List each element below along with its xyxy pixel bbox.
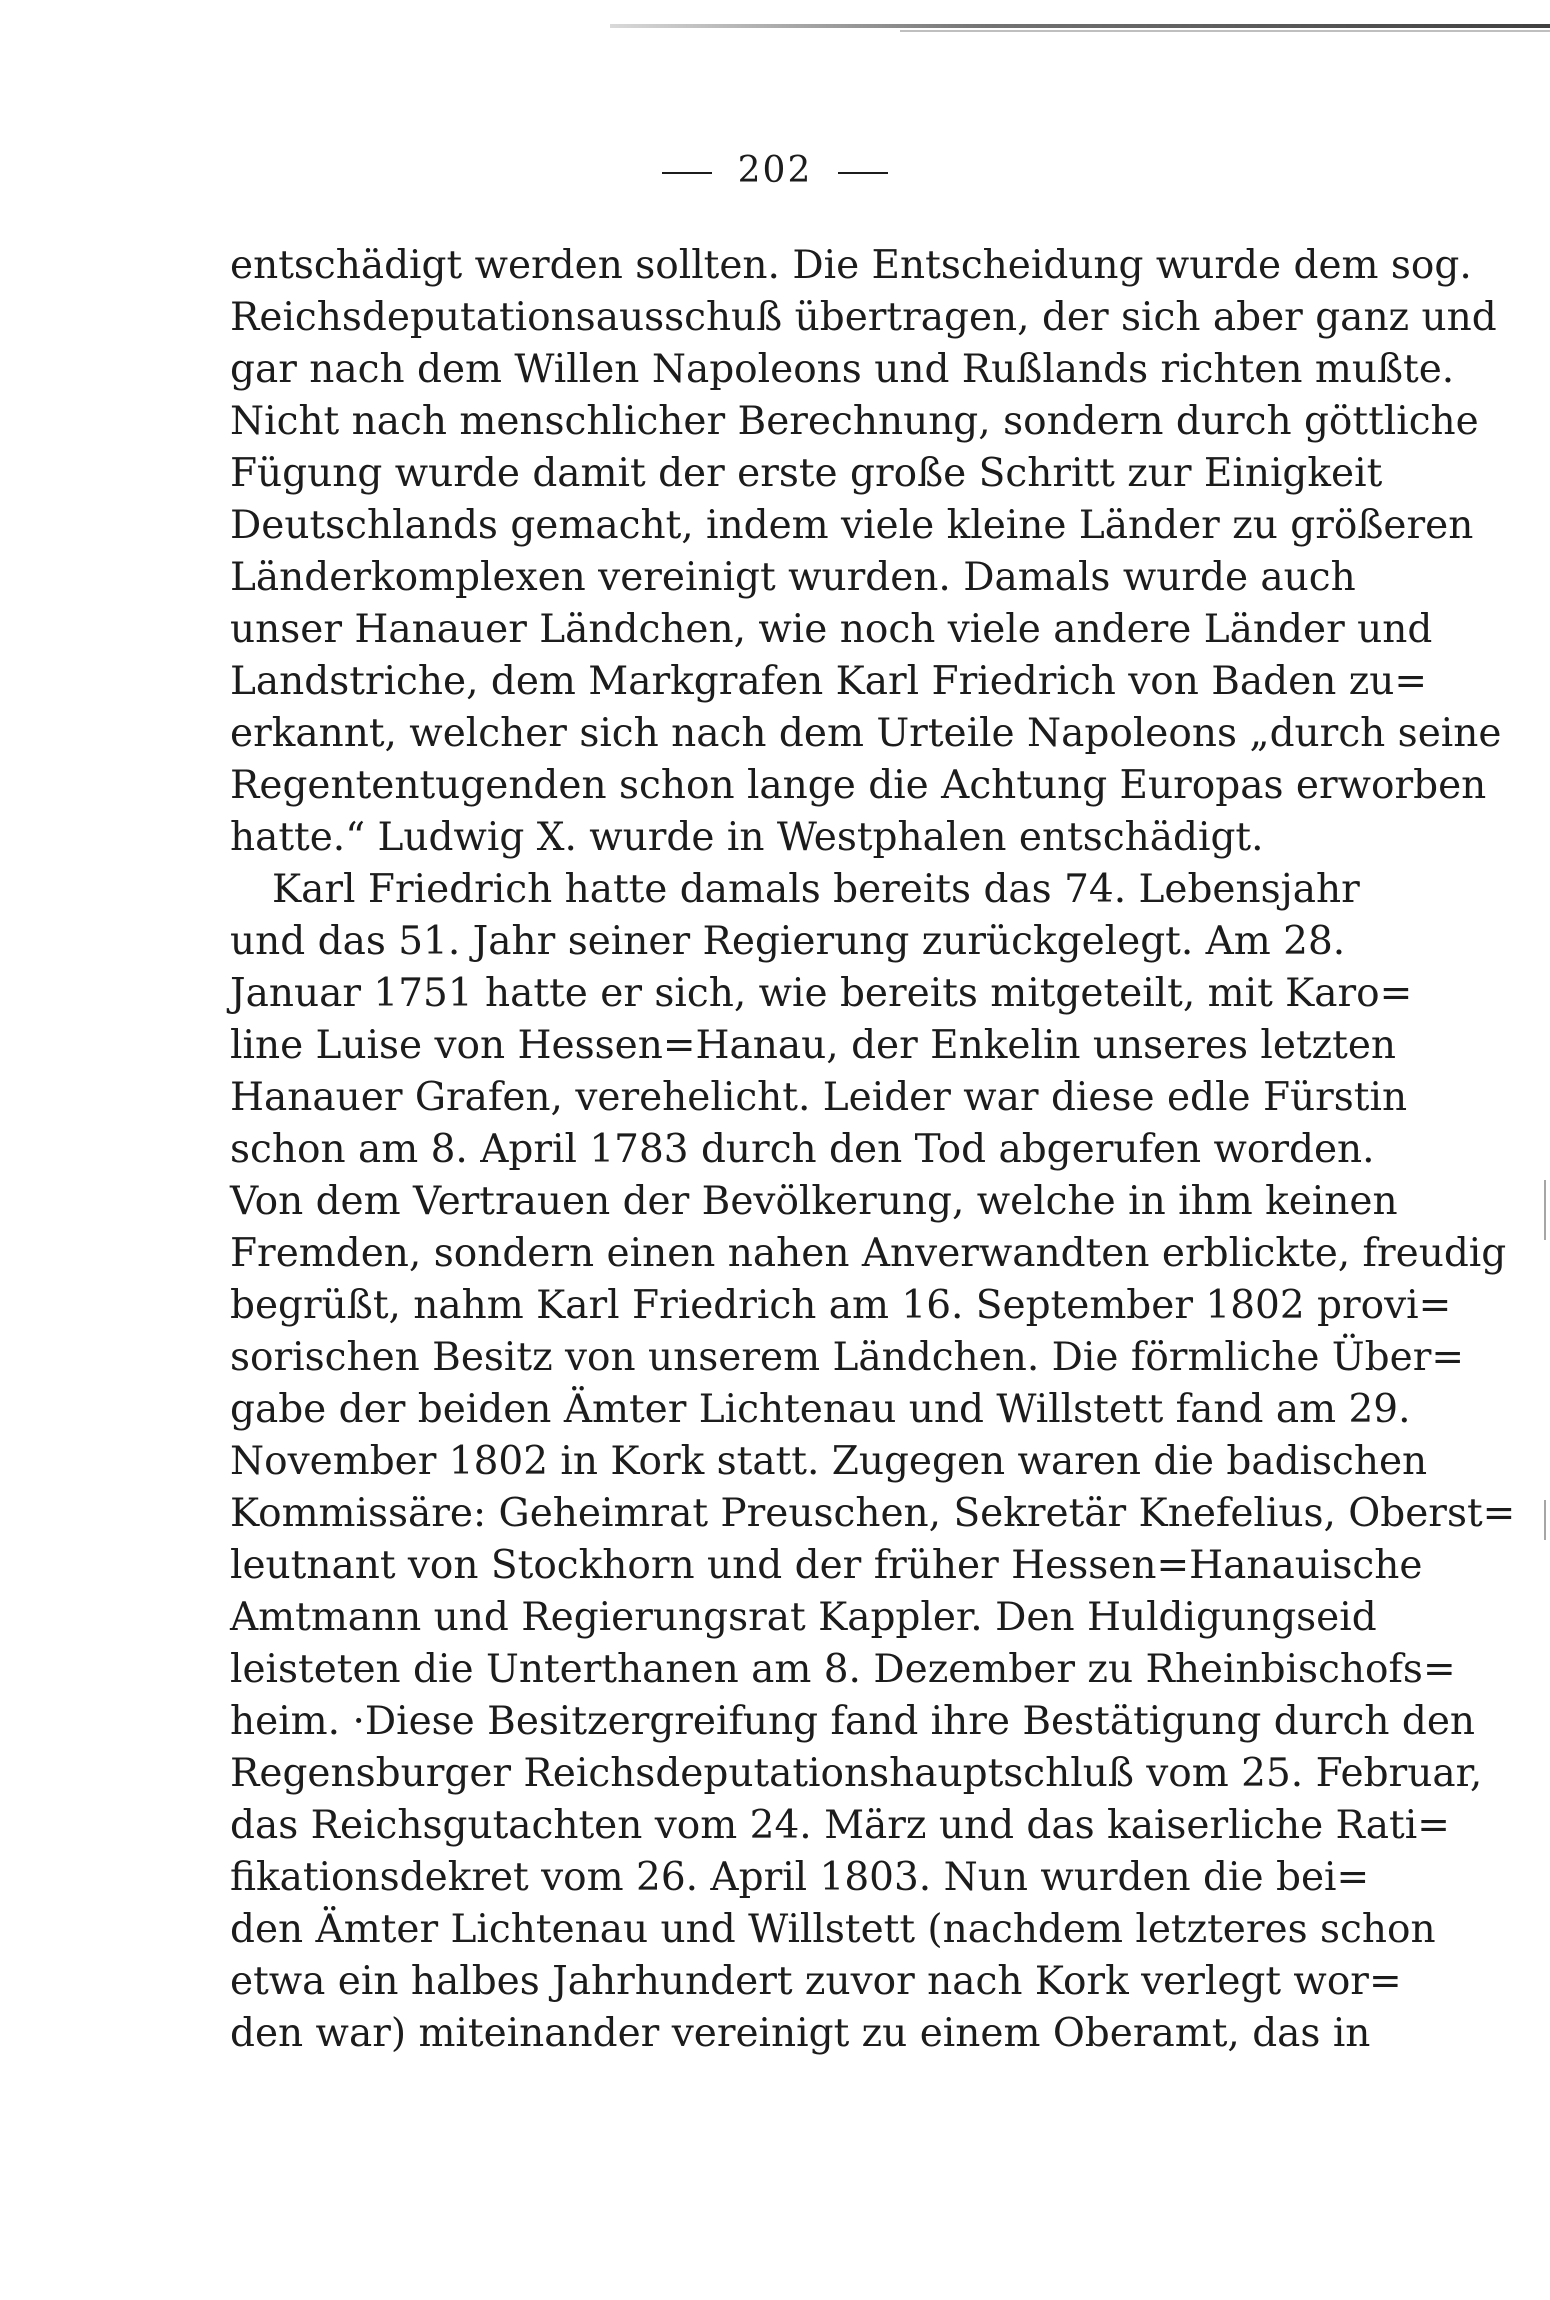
text-line: leutnant von Stockhorn und der früher Hessen=Hanauische: [230, 1543, 1423, 1588]
right-edge-mark: [1544, 1500, 1546, 1540]
text-line: November 1802 in Kork statt. Zugegen waren die badischen: [230, 1439, 1428, 1484]
text-line: Fügung wurde damit der erste große Schritt zur Einigkeit: [230, 451, 1383, 496]
text-line: heim. ·Diese Besitzergreifung fand ihre Bestätigung durch den: [230, 1699, 1476, 1744]
paragraph-2: [230, 864, 1516, 2060]
text-line: den Ämter Lichtenau und Willstett (nachdem letzteres schon: [230, 1907, 1436, 1952]
text-line: gabe der beiden Ämter Lichtenau und Willstett fand am 29.: [230, 1387, 1411, 1432]
text-line: das Reichsgutachten vom 24. März und das kaiserliche Rati=: [230, 1803, 1450, 1848]
page-number-dash-right: [838, 172, 888, 174]
text-line: den war) miteinander vereinigt zu einem Oberamt, das in: [230, 2011, 1371, 2056]
text-line: Regensburger Reichsdeputationshauptschluß vom 25. Februar,: [230, 1751, 1483, 1796]
page-number-header: [0, 150, 1550, 191]
text-line: fikationsdekret vom 26. April 1803. Nun wurden die bei=: [230, 1855, 1370, 1900]
text-line: Von dem Vertrauen der Bevölkerung, welche in ihm keinen: [230, 1179, 1398, 1224]
text-line: line Luise von Hessen=Hanau, der Enkelin unseres letzten: [230, 1023, 1397, 1068]
text-line: Karl Friedrich hatte damals bereits das 74. Lebensjahr: [272, 867, 1360, 912]
text-line: gar nach dem Willen Napoleons und Rußlands richten mußte.: [230, 347, 1455, 392]
text-line: Fremden, sondern einen nahen Anverwandten erblickte, freudig: [230, 1231, 1507, 1276]
text-line: Landstriche, dem Markgrafen Karl Friedrich von Baden zu=: [230, 659, 1428, 704]
text-line: sorischen Besitz von unserem Ländchen. Die förmliche Über=: [230, 1335, 1465, 1380]
right-edge-mark: [1544, 1180, 1546, 1240]
text-line: schon am 8. April 1783 durch den Tod abgerufen worden.: [230, 1127, 1375, 1172]
text-line: Hanauer Grafen, verehelicht. Leider war diese edle Fürstin: [230, 1075, 1408, 1120]
top-edge-rule-secondary: [900, 30, 1550, 32]
text-line: unser Hanauer Ländchen, wie noch viele andere Länder und: [230, 607, 1433, 652]
text-line: hatte.“ Ludwig X. wurde in Westphalen entschädigt.: [230, 815, 1264, 860]
text-line: entschädigt werden sollten. Die Entscheidung wurde dem sog.: [230, 243, 1472, 288]
text-line: Regententugenden schon lange die Achtung Europas erworben: [230, 763, 1487, 808]
text-line: erkannt, welcher sich nach dem Urteile Napoleons „durch seine: [230, 711, 1502, 756]
page-number-dash-left: [662, 172, 712, 174]
text-line: begrüßt, nahm Karl Friedrich am 16. September 1802 provi=: [230, 1283, 1452, 1328]
top-edge-rule: [610, 24, 1550, 28]
text-line: Länderkomplexen vereinigt wurden. Damals wurde auch: [230, 555, 1356, 600]
page-number: 202: [737, 150, 813, 191]
text-line: Kommissäre: Geheimrat Preuschen, Sekretär Knefelius, Oberst=: [230, 1491, 1516, 1536]
text-line: Amtmann und Regierungsrat Kappler. Den Huldigungseid: [230, 1595, 1377, 1640]
text-line: Reichsdeputationsausschuß übertragen, der sich aber ganz und: [230, 295, 1497, 340]
text-line: Deutschlands gemacht, indem viele kleine Länder zu größeren: [230, 503, 1474, 548]
text-line: und das 51. Jahr seiner Regierung zurückgelegt. Am 28.: [230, 919, 1346, 964]
text-line: leisteten die Unterthanen am 8. Dezember zu Rheinbischofs=: [230, 1647, 1456, 1692]
paragraph-1: [230, 240, 1502, 864]
text-line: etwa ein halbes Jahrhundert zuvor nach Kork verlegt wor=: [230, 1959, 1402, 2004]
text-line: Januar 1751 hatte er sich, wie bereits mitgeteilt, mit Karo=: [230, 971, 1413, 1016]
page-text-body: [230, 240, 1516, 2060]
text-line: Nicht nach menschlicher Berechnung, sondern durch göttliche: [230, 399, 1479, 444]
